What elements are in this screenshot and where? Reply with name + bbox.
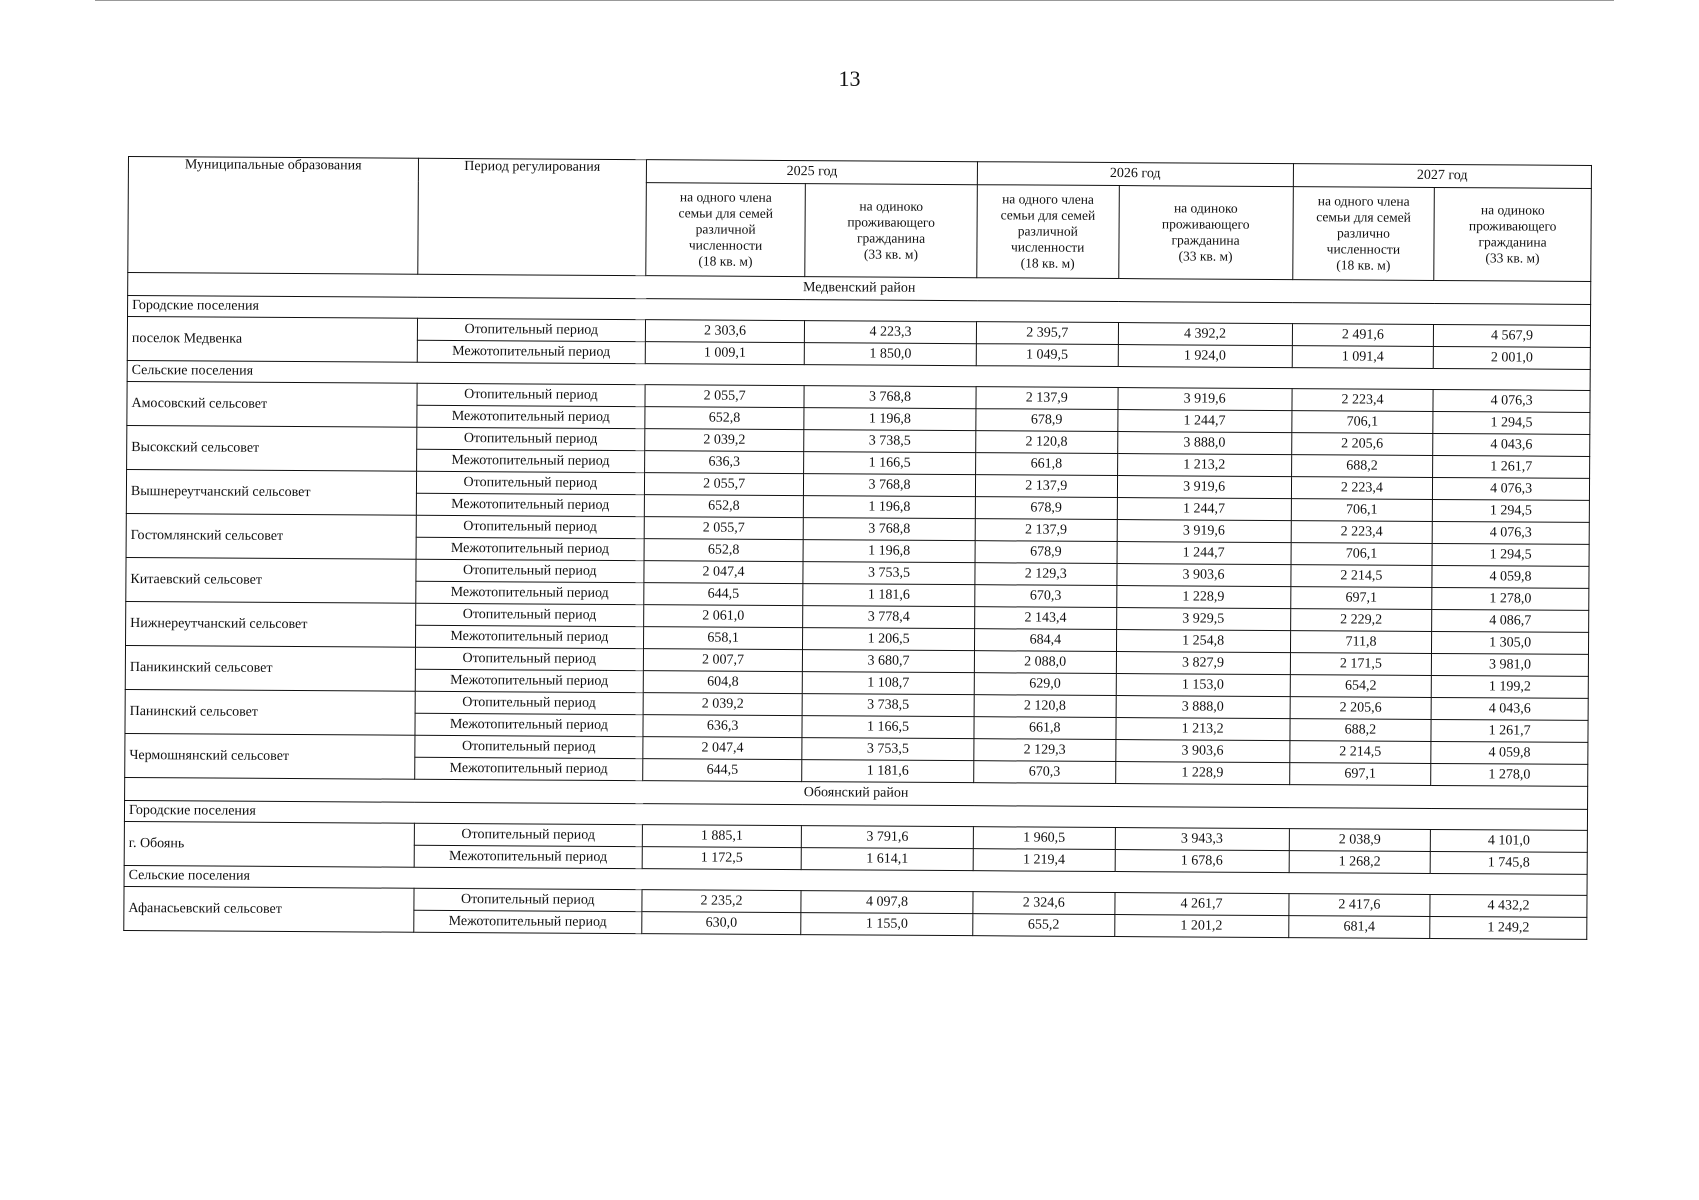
period-label: Отопительный период bbox=[415, 691, 644, 714]
tariff-value: 3 919,6 bbox=[1118, 388, 1292, 411]
tariff-value: 697,1 bbox=[1290, 587, 1432, 610]
period-label: Межотопительный период bbox=[416, 537, 645, 560]
subheader-cell bbox=[805, 184, 978, 278]
tariff-value: 1 249,2 bbox=[1430, 916, 1587, 939]
municipality-name: Гостомлянский сельсовет bbox=[126, 513, 416, 559]
subheader-line: различно bbox=[1337, 225, 1390, 241]
tariff-value: 2 491,6 bbox=[1292, 324, 1434, 347]
section-name: Сельские поселения bbox=[124, 865, 1587, 895]
tariff-value: 4 086,7 bbox=[1432, 609, 1589, 632]
tariff-value: 1 228,9 bbox=[1115, 762, 1289, 785]
tariff-value: 1 091,4 bbox=[1292, 346, 1434, 369]
tariff-value: 4 567,9 bbox=[1434, 324, 1591, 347]
tariff-value: 706,1 bbox=[1291, 543, 1433, 566]
period-label: Отопительный период bbox=[416, 427, 645, 450]
tariff-value: 678,9 bbox=[975, 541, 1117, 564]
tariff-value: 2 120,8 bbox=[976, 431, 1118, 454]
municipality-name: Панинский сельсовет bbox=[125, 689, 415, 735]
tariff-value: 636,3 bbox=[645, 451, 804, 474]
section-name: Городские поселения bbox=[124, 800, 1587, 830]
tariff-value: 2 214,5 bbox=[1290, 741, 1432, 764]
subheader-line: гражданина bbox=[1478, 234, 1547, 250]
tariff-value: 1 206,5 bbox=[803, 628, 975, 651]
tariff-value: 2 007,7 bbox=[643, 649, 802, 672]
tariff-value: 4 223,3 bbox=[804, 321, 976, 344]
tariff-value: 2 061,0 bbox=[644, 605, 803, 628]
subheader-line: на одного члена bbox=[1317, 193, 1410, 209]
tariff-value: 4 076,3 bbox=[1433, 477, 1590, 500]
subheader-cell bbox=[1434, 187, 1591, 281]
tariff-value: 1 166,5 bbox=[802, 716, 974, 739]
subheader-cell bbox=[977, 185, 1119, 279]
tariff-value: 3 768,8 bbox=[803, 474, 975, 497]
tariff-table bbox=[123, 156, 1592, 940]
tariff-value: 655,2 bbox=[973, 914, 1115, 937]
tariff-value: 4 392,2 bbox=[1118, 323, 1292, 346]
tariff-value: 3 753,5 bbox=[803, 562, 975, 585]
tariff-value: 4 043,6 bbox=[1431, 697, 1588, 720]
tariff-value: 3 929,5 bbox=[1116, 608, 1290, 631]
tariff-value: 1 049,5 bbox=[976, 344, 1118, 367]
subheader-cell bbox=[1118, 186, 1293, 280]
tariff-value: 2 205,6 bbox=[1290, 697, 1432, 720]
tariff-value: 2 055,7 bbox=[645, 473, 804, 496]
tariff-value: 658,1 bbox=[644, 627, 803, 650]
tariff-value: 1 201,2 bbox=[1114, 915, 1288, 938]
tariff-value: 1 261,7 bbox=[1433, 455, 1590, 478]
period-label: Отопительный период bbox=[414, 823, 643, 846]
tariff-value: 697,1 bbox=[1289, 763, 1431, 786]
tariff-value: 670,3 bbox=[975, 585, 1117, 608]
tariff-value: 4 097,8 bbox=[801, 891, 973, 914]
tariff-value: 4 059,8 bbox=[1432, 565, 1589, 588]
subheader-line: различной bbox=[695, 221, 756, 237]
tariff-value: 4 059,8 bbox=[1431, 741, 1588, 764]
subheader-line: численности bbox=[688, 237, 763, 253]
subheader-line: проживающего bbox=[1468, 218, 1557, 234]
tariff-value: 1 196,8 bbox=[803, 540, 975, 563]
tariff-value: 644,5 bbox=[644, 583, 803, 606]
subheader-line: на одиноко bbox=[1480, 202, 1545, 218]
period-label: Межотопительный период bbox=[416, 449, 645, 472]
tariff-value: 2 214,5 bbox=[1291, 565, 1433, 588]
tariff-value: 2 137,9 bbox=[975, 475, 1117, 498]
tariff-value: 2 223,4 bbox=[1292, 389, 1434, 412]
tariff-value: 1 213,2 bbox=[1117, 454, 1291, 477]
tariff-value: 1 678,6 bbox=[1115, 850, 1289, 873]
tariff-value: 652,8 bbox=[645, 407, 804, 430]
tariff-value: 1 108,7 bbox=[802, 672, 974, 695]
tariff-value: 2 324,6 bbox=[973, 892, 1115, 915]
tariff-value: 2 001,0 bbox=[1433, 346, 1590, 369]
tariff-value: 1 924,0 bbox=[1118, 345, 1292, 368]
tariff-value: 1 278,0 bbox=[1431, 763, 1588, 786]
tariff-value: 3 768,8 bbox=[804, 386, 976, 409]
tariff-value: 629,0 bbox=[974, 673, 1116, 696]
subheader-line: семьи для семей bbox=[678, 205, 774, 221]
table-header bbox=[128, 157, 1592, 282]
municipality-name: Амосовский сельсовет bbox=[127, 381, 417, 427]
tariff-value: 636,3 bbox=[643, 715, 802, 738]
period-label: Отопительный период bbox=[415, 603, 644, 626]
tariff-value: 661,8 bbox=[976, 453, 1118, 476]
municipality-name: Чермошнянский сельсовет bbox=[125, 733, 415, 779]
tariff-value: 1 172,5 bbox=[642, 847, 801, 870]
tariff-value: 1 244,7 bbox=[1117, 498, 1291, 521]
tariff-value: 2 395,7 bbox=[976, 322, 1118, 345]
tariff-value: 1 166,5 bbox=[804, 452, 976, 475]
period-label: Межотопительный период bbox=[415, 713, 644, 736]
subheader-line: проживающего bbox=[847, 214, 935, 230]
tariff-value: 3 919,6 bbox=[1117, 520, 1291, 543]
tariff-value: 4 076,3 bbox=[1433, 389, 1590, 412]
tariff-value: 678,9 bbox=[976, 409, 1118, 432]
municipality-name: поселок Медвенка bbox=[127, 317, 417, 363]
tariff-value: 3 981,0 bbox=[1432, 653, 1589, 676]
district-name: Медвенский район bbox=[128, 273, 1591, 305]
tariff-value: 3 778,4 bbox=[803, 606, 975, 629]
tariff-value: 4 076,3 bbox=[1432, 521, 1589, 544]
tariff-value: 3 903,6 bbox=[1116, 564, 1290, 587]
period-label: Отопительный период bbox=[417, 383, 646, 406]
period-label: Отопительный период bbox=[413, 888, 642, 911]
subheader-line: на одного члена bbox=[679, 189, 772, 205]
subheader-line: на одиноко bbox=[859, 198, 924, 214]
tariff-value: 706,1 bbox=[1292, 411, 1434, 434]
header-year-2026: 2026 год bbox=[977, 162, 1293, 187]
tariff-value: 2 055,7 bbox=[644, 517, 803, 540]
subheader-line: (33 кв. м) bbox=[863, 246, 919, 262]
tariff-value: 2 137,9 bbox=[976, 387, 1118, 410]
tariff-value: 684,4 bbox=[975, 629, 1117, 652]
tariff-value: 1 219,4 bbox=[973, 849, 1115, 872]
header-year-2025: 2025 год bbox=[646, 160, 977, 185]
tariff-value: 1 278,0 bbox=[1432, 587, 1589, 610]
tariff-value: 3 738,5 bbox=[804, 430, 976, 453]
tariff-value: 1 181,6 bbox=[802, 760, 974, 783]
subheader-line: численности bbox=[1326, 241, 1401, 257]
subheader-line: гражданина bbox=[856, 230, 926, 246]
subheader-line: проживающего bbox=[1161, 216, 1250, 232]
tariff-value: 711,8 bbox=[1290, 631, 1432, 654]
tariff-value: 2 137,9 bbox=[975, 519, 1117, 542]
tariff-value: 3 738,5 bbox=[802, 694, 974, 717]
period-label: Межотопительный период bbox=[414, 845, 643, 868]
tariff-value: 1 885,1 bbox=[642, 825, 801, 848]
tariff-value: 3 753,5 bbox=[802, 738, 974, 761]
tariff-value: 1 228,9 bbox=[1116, 586, 1290, 609]
tariff-value: 2 047,4 bbox=[643, 737, 802, 760]
subheader-line: (18 кв. м) bbox=[1020, 255, 1075, 271]
tariff-value: 1 294,5 bbox=[1432, 543, 1589, 566]
municipality-name: г. Обоянь bbox=[124, 821, 414, 867]
tariff-value: 652,8 bbox=[644, 539, 803, 562]
subheader-line: гражданина bbox=[1171, 232, 1240, 248]
period-label: Отопительный период bbox=[415, 559, 644, 582]
tariff-value: 3 791,6 bbox=[801, 826, 973, 849]
tariff-value: 2 055,7 bbox=[645, 385, 804, 408]
period-label: Межотопительный период bbox=[415, 581, 644, 604]
period-label: Межотопительный период bbox=[415, 669, 644, 692]
tariff-value: 1 614,1 bbox=[801, 848, 973, 871]
tariff-value: 2 120,8 bbox=[974, 695, 1116, 718]
tariff-value: 2 303,6 bbox=[646, 320, 805, 343]
subheader-line: (18 кв. м) bbox=[698, 253, 753, 269]
tariff-value: 1 745,8 bbox=[1430, 851, 1587, 874]
tariff-value: 661,8 bbox=[974, 717, 1116, 740]
period-label: Отопительный период bbox=[416, 471, 645, 494]
subheader-line: численности bbox=[1010, 239, 1085, 255]
tariff-value: 604,8 bbox=[643, 671, 802, 694]
period-label: Отопительный период bbox=[417, 318, 646, 341]
tariff-value: 644,5 bbox=[643, 759, 802, 782]
period-label: Межотопительный период bbox=[414, 757, 643, 780]
tariff-value: 2 417,6 bbox=[1289, 894, 1431, 917]
period-label: Межотопительный период bbox=[416, 493, 645, 516]
period-label: Межотопительный период bbox=[417, 340, 646, 363]
tariff-value: 1 155,0 bbox=[801, 913, 973, 936]
tariff-value: 706,1 bbox=[1291, 499, 1433, 522]
tariff-value: 2 047,4 bbox=[644, 561, 803, 584]
tariff-value: 2 039,2 bbox=[645, 429, 804, 452]
subheader-cell bbox=[646, 183, 805, 277]
period-label: Отопительный период bbox=[416, 515, 645, 538]
district-name: Обоянский район bbox=[125, 777, 1588, 809]
tariff-value: 1 268,2 bbox=[1289, 851, 1431, 874]
tariff-value: 1 009,1 bbox=[645, 342, 804, 365]
tariff-value: 4 432,2 bbox=[1430, 894, 1587, 917]
tariff-value: 2 205,6 bbox=[1291, 433, 1433, 456]
subheader-line: (33 кв. м) bbox=[1485, 250, 1540, 266]
tariff-value: 4 043,6 bbox=[1433, 433, 1590, 456]
tariff-value: 1 181,6 bbox=[803, 584, 975, 607]
period-label: Межотопительный период bbox=[415, 625, 644, 648]
tariff-value: 670,3 bbox=[974, 761, 1116, 784]
subheader-line: различной bbox=[1017, 223, 1078, 239]
tariff-value: 1 294,5 bbox=[1432, 499, 1589, 522]
tariff-value: 3 680,7 bbox=[802, 650, 974, 673]
tariff-value: 678,9 bbox=[975, 497, 1117, 520]
subheader-line: на одного члена bbox=[1002, 191, 1095, 207]
tariff-value: 3 827,9 bbox=[1116, 652, 1290, 675]
tariff-value: 1 261,7 bbox=[1431, 719, 1588, 742]
tariff-value: 4 101,0 bbox=[1430, 829, 1587, 852]
tariff-value: 2 038,9 bbox=[1289, 829, 1431, 852]
period-label: Межотопительный период bbox=[413, 910, 642, 933]
tariff-value: 3 943,3 bbox=[1115, 828, 1289, 851]
subheader-cell bbox=[1292, 187, 1434, 281]
tariff-value: 2 088,0 bbox=[974, 651, 1116, 674]
tariff-value: 3 888,0 bbox=[1116, 696, 1290, 719]
subheader-line: (18 кв. м) bbox=[1336, 257, 1391, 273]
tariff-value: 1 254,8 bbox=[1116, 630, 1290, 653]
tariff-value: 2 229,2 bbox=[1290, 609, 1432, 632]
tariff-value: 2 171,5 bbox=[1290, 653, 1432, 676]
tariff-value: 3 768,8 bbox=[803, 518, 975, 541]
subheader-line: (33 кв. м) bbox=[1178, 248, 1233, 264]
tariff-value: 681,4 bbox=[1288, 916, 1430, 939]
tariff-value: 1 196,8 bbox=[803, 496, 975, 519]
period-label: Межотопительный период bbox=[416, 405, 645, 428]
header-period: Период регулирования bbox=[417, 158, 646, 275]
period-label: Отопительный период bbox=[414, 735, 643, 758]
tariff-value: 1 244,7 bbox=[1117, 542, 1291, 565]
tariff-value: 1 213,2 bbox=[1115, 718, 1289, 741]
tariff-value: 2 129,3 bbox=[974, 739, 1116, 762]
tariff-value: 2 129,3 bbox=[975, 563, 1117, 586]
table-body bbox=[124, 273, 1591, 940]
tariff-value: 3 903,6 bbox=[1115, 740, 1289, 763]
subheader-line: на одиноко bbox=[1173, 200, 1238, 216]
municipality-name: Вышнереутчанский сельсовет bbox=[126, 469, 416, 515]
header-year-2027: 2027 год bbox=[1293, 164, 1591, 189]
tariff-value: 1 294,5 bbox=[1433, 411, 1590, 434]
tariff-value: 1 153,0 bbox=[1116, 674, 1290, 697]
tariff-value: 1 960,5 bbox=[973, 827, 1115, 850]
tariff-value: 1 305,0 bbox=[1432, 631, 1589, 654]
tariff-value: 652,8 bbox=[644, 495, 803, 518]
municipality-name: Нижнереутчанский сельсовет bbox=[126, 601, 416, 647]
tariff-value: 3 919,6 bbox=[1117, 476, 1291, 499]
tariff-value: 1 196,8 bbox=[804, 408, 976, 431]
section-name: Городские поселения bbox=[128, 296, 1591, 326]
municipality-name: Высокский сельсовет bbox=[127, 425, 417, 471]
page-top-edge bbox=[95, 0, 1614, 1]
tariff-value: 1 199,2 bbox=[1431, 675, 1588, 698]
tariff-value: 2 235,2 bbox=[642, 890, 801, 913]
header-municipality: Муниципальные образования bbox=[128, 157, 418, 275]
municipality-name: Афанасьевский сельсовет bbox=[124, 886, 414, 932]
tariff-value: 688,2 bbox=[1291, 455, 1433, 478]
tariff-value: 2 039,2 bbox=[643, 693, 802, 716]
municipality-name: Китаевский сельсовет bbox=[126, 557, 416, 603]
tariff-value: 654,2 bbox=[1290, 675, 1432, 698]
section-name: Сельские поселения bbox=[127, 360, 1590, 390]
tariff-value: 4 261,7 bbox=[1114, 893, 1288, 916]
tariff-value: 630,0 bbox=[642, 912, 801, 935]
municipality-name: Паникинский сельсовет bbox=[125, 645, 415, 691]
tariff-value: 2 223,4 bbox=[1291, 521, 1433, 544]
tariff-value: 1 850,0 bbox=[804, 343, 976, 366]
page-number: 13 bbox=[838, 66, 861, 91]
tariff-value: 2 223,4 bbox=[1291, 477, 1433, 500]
subheader-line: семьи для семей bbox=[1316, 209, 1411, 225]
period-label: Отопительный период bbox=[415, 647, 644, 670]
tariff-value: 688,2 bbox=[1290, 719, 1432, 742]
tariff-value: 1 244,7 bbox=[1117, 410, 1291, 433]
tariff-value: 2 143,4 bbox=[975, 607, 1117, 630]
subheader-line: семьи для семей bbox=[1000, 207, 1096, 223]
tariff-value: 3 888,0 bbox=[1117, 432, 1291, 455]
